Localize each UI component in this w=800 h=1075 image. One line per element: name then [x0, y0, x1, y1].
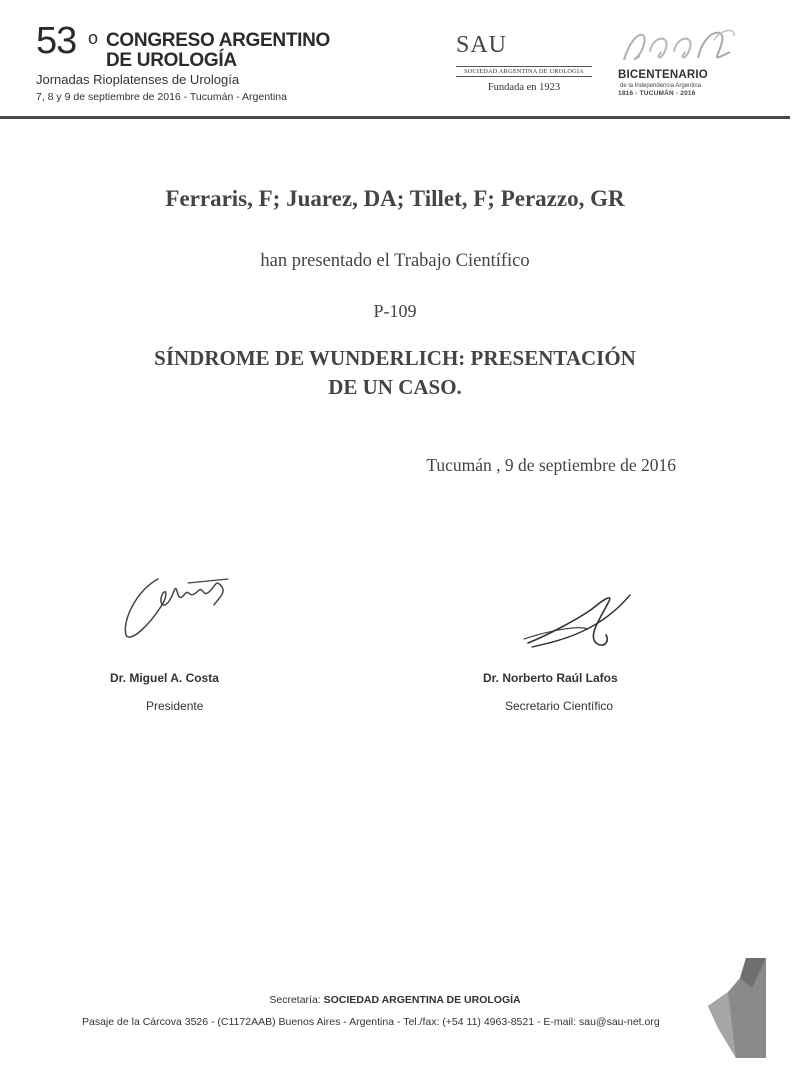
place-date: Tucumán , 9 de septiembre de 2016	[426, 455, 676, 475]
work-code: P-109	[373, 301, 417, 321]
footer-secretaria-label: Secretaría:	[269, 994, 321, 1006]
header-divider	[0, 116, 790, 119]
bicentenario-title: BICENTENARIO	[618, 69, 708, 81]
society-founded: Fundada en 1923	[487, 82, 561, 93]
congress-title-line1: CONGRESO ARGENTINO	[106, 30, 331, 51]
signature-president-icon	[118, 565, 238, 645]
footer-address: Pasaje de la Cárcova 3526 - (C1172AAB) Buenos Aires - Argentina - Tel./fax: (+54 11) 4963-8521 - E-mail: sau@sau-net.org	[82, 1016, 660, 1028]
bicentenario-subtitle: de la Independencia Argentina	[620, 83, 702, 89]
secretary-role: Secretario Científico	[505, 699, 614, 713]
work-title	[0, 344, 790, 402]
congress-subtitle: Jornadas Rioplatenses de Urología	[36, 72, 240, 87]
work-title-line2: DE UN CASO.	[328, 375, 462, 399]
bicentenario-years: 1816 - TUCUMÁN - 2016	[618, 90, 696, 97]
sau-logo: SAU	[456, 32, 508, 58]
authors: Ferraris, F; Juarez, DA; Tillet, F; Perazzo, GR	[165, 186, 625, 211]
presented-text: han presentado el Trabajo Científico	[260, 251, 530, 271]
congress-ordinal: o	[88, 28, 99, 48]
society-name: SOCIEDAD ARGENTINA DE UROLOGIA	[456, 66, 592, 77]
president-name: Dr. Miguel A. Costa	[110, 671, 219, 685]
congress-title-line2: DE UROLOGÍA	[106, 50, 237, 71]
bicentenario-logo-icon	[618, 22, 740, 68]
footer-secretaria	[0, 994, 790, 1006]
corner-decoration-icon	[700, 958, 766, 1058]
president-role: Presidente	[146, 699, 204, 713]
work-title-line1: SÍNDROME DE WUNDERLICH: PRESENTACIÓN	[154, 346, 636, 370]
footer-secretaria-value: SOCIEDAD ARGENTINA DE UROLOGÍA	[323, 994, 521, 1006]
congress-number: 53	[36, 20, 77, 62]
secretary-name: Dr. Norberto Raúl Lafos	[483, 671, 618, 685]
signature-secretary-icon	[518, 585, 638, 655]
congress-dates: 7, 8 y 9 de septiembre de 2016 - Tucumán - Argentina	[36, 91, 287, 103]
